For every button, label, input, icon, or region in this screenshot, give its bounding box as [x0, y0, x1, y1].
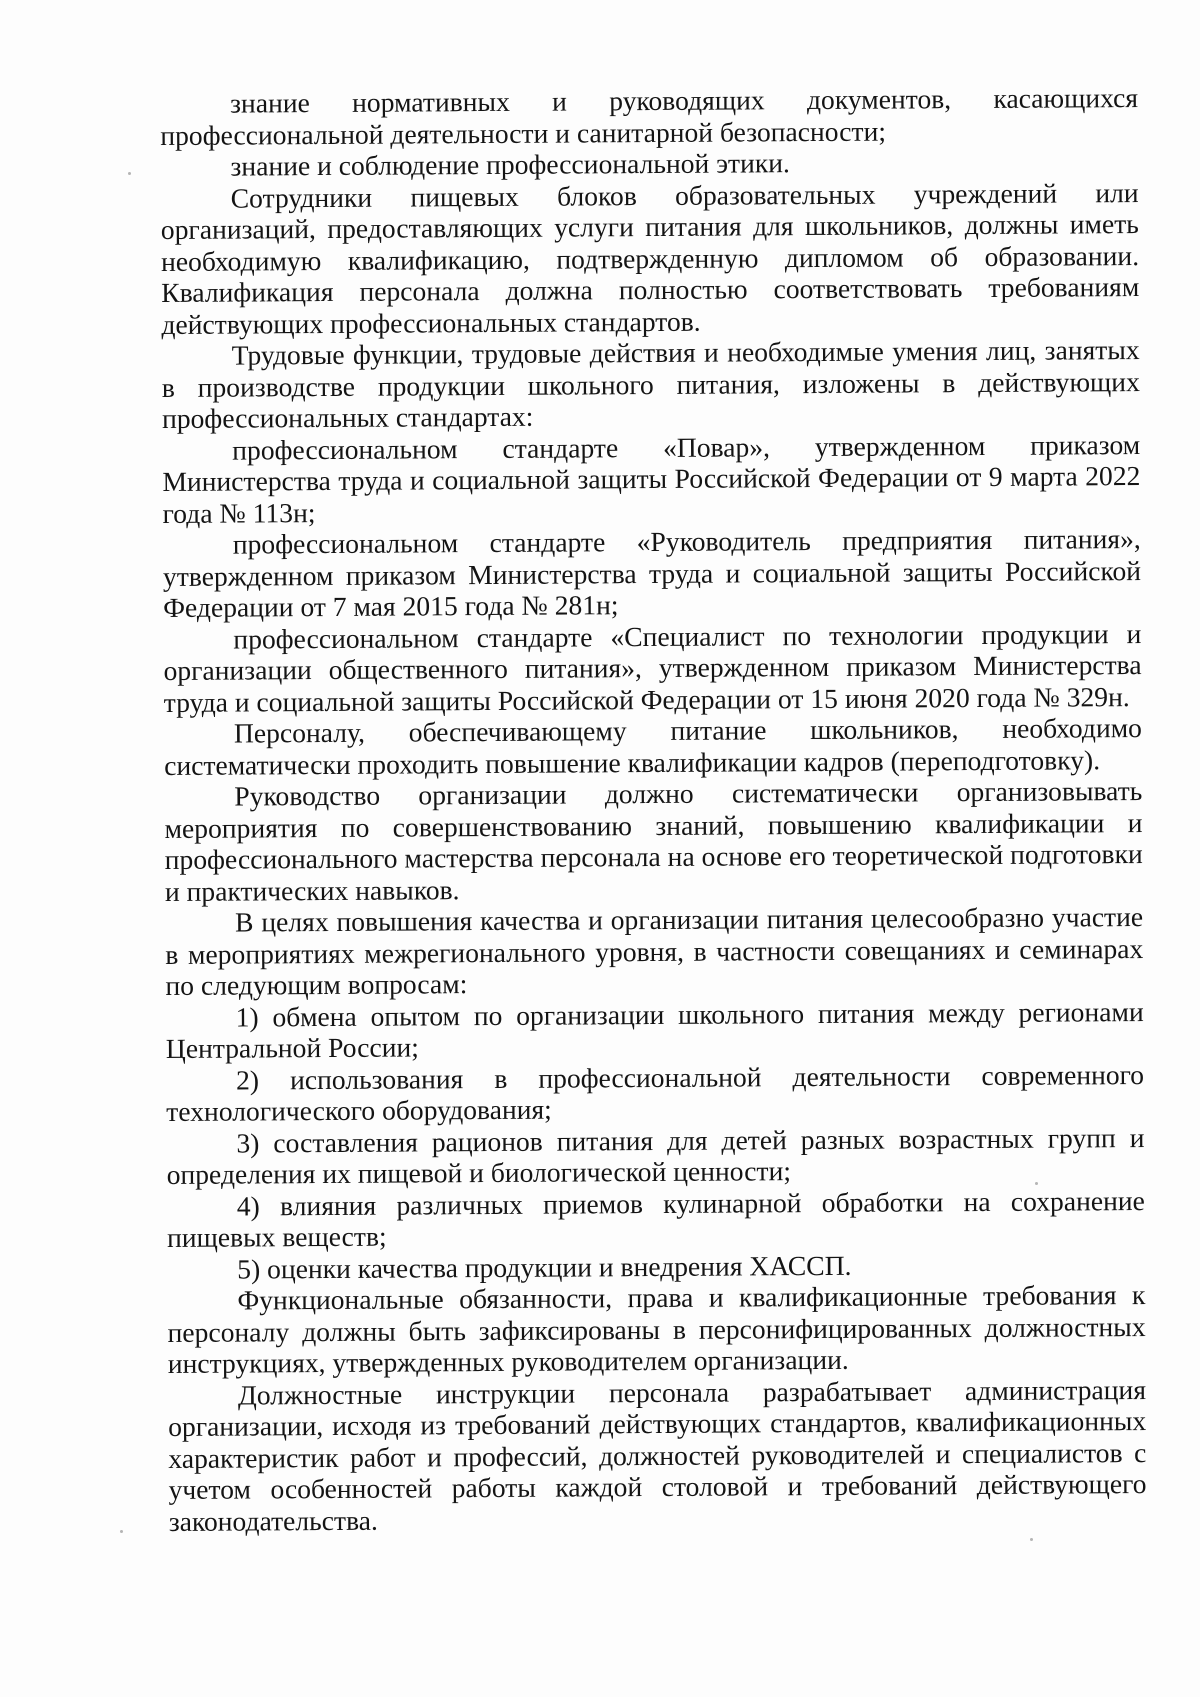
scan-speck: [128, 172, 131, 175]
document-body: [160, 82, 1147, 1537]
scan-speck: [1030, 1538, 1033, 1541]
list-item: 3) составления рационов питания для детей разных возрастных групп и определения их пищевой и биологической ценности;: [166, 1121, 1145, 1190]
scan-speck: [120, 1530, 123, 1533]
paragraph: Руководство организации должно систематически организовывать мероприятия по совершенствованию знаний, повышению квалификации и профессионального мастерства персонала на основе его теоретической подготовки и практических навыков.: [164, 775, 1143, 907]
list-item: 1) обмена опытом по организации школьного питания между регионами Центральной России;: [165, 995, 1144, 1064]
paragraph: профессиональном стандарте «Специалист по технологии продукции и организации общественного питания», утвержденном приказом Министерства труда и социальной защиты Российской Федерации от 15 июня 2020 года № 329н.: [163, 617, 1142, 718]
list-item: 2) использования в профессиональной деятельности современного технологического оборудования;: [166, 1058, 1145, 1127]
paragraph: знание нормативных и руководящих документов, касающихся профессиональной деятельности и санитарной безопасности;: [160, 82, 1139, 151]
paragraph: Трудовые функции, трудовые действия и необходимые умения лиц, занятых в производстве продукции школьного питания, изложены в действующих профессиональных стандартах:: [161, 334, 1140, 434]
paragraph: Должностные инструкции персонала разрабатывает администрация организации, исходя из требований действующих стандартов, квалификационных характеристик работ и профессий, должностей руководителей и специалистов с учетом особенностей работы каждой столовой и требований действующего законодательства.: [168, 1373, 1147, 1537]
paragraph: знание и соблюдение профессиональной этики.: [230, 147, 790, 182]
paragraph: Персоналу, обеспечивающему питание школьников, необходимо систематически проходить повышение квалификации кадров (переподготовку).: [164, 712, 1143, 781]
paragraph: Функциональные обязанности, права и квалификационные требования к персоналу должны быть зафиксированы в персонифицированных должностных инструкциях, утвержденных руководителем организации.: [167, 1279, 1146, 1379]
paragraph: профессиональном стандарте «Руководитель предприятия питания», утвержденном приказом Министерства труда и социальной защиты Российской Федерации от 7 мая 2015 года № 281н;: [162, 523, 1142, 623]
paragraph: В целях повышения качества и организации питания целесообразно участие в мероприятиях межрегионального уровня, в частности совещаниях и семинарах по следующим вопросам:: [165, 901, 1144, 1001]
list-item: 4) влияния различных приемов кулинарной обработки на сохранение пищевых веществ;: [166, 1184, 1145, 1253]
paragraph: профессиональном стандарте «Повар», утвержденном приказом Министерства труда и социальной защиты Российской Федерации от 9 марта 2022 года № 113н;: [162, 428, 1141, 529]
list-item: 5) оценки качества продукции и внедрения ХАССП.: [237, 1249, 852, 1285]
paragraph: Сотрудники пищевых блоков образовательных учреждений или организаций, предоставляющих услуги питания для школьников, должны иметь необходимую квалификацию, подтвержденную дипломом об образовании. Квалификация персонала должна полностью соответствовать требованиям действующих профессиональных стандартов.: [160, 176, 1140, 340]
